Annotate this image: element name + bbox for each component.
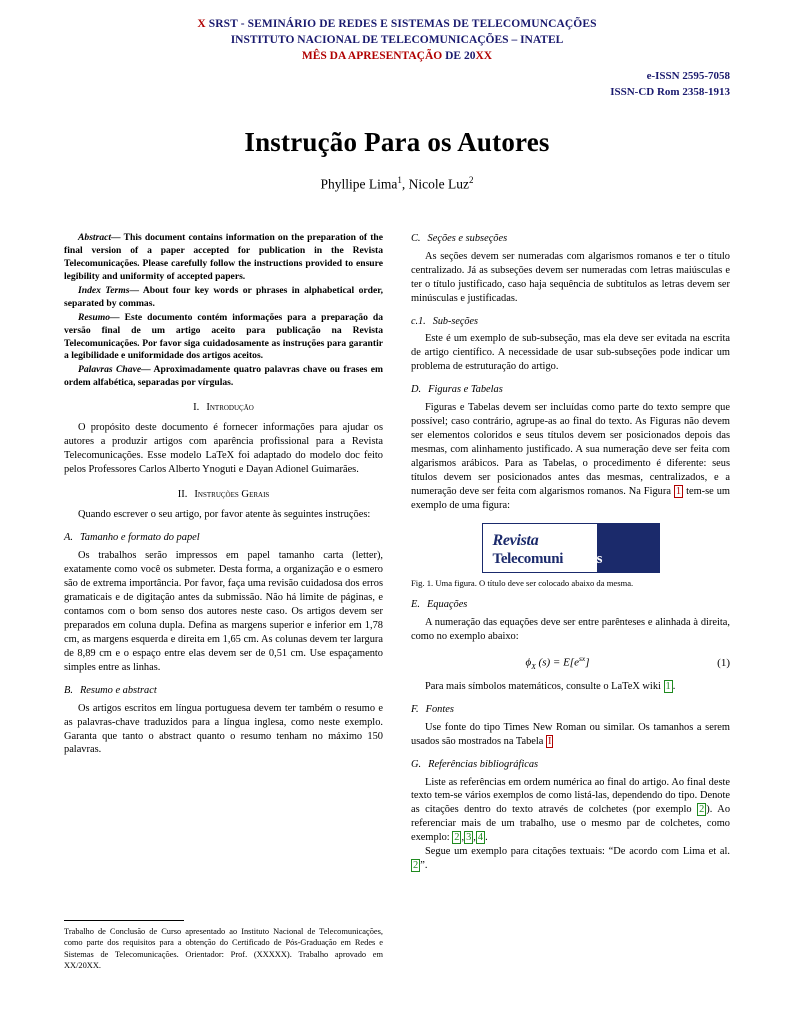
subsection-c-label: C. [411, 233, 421, 244]
palavras-chave-paragraph [64, 364, 383, 390]
subsection-e-text-a: Para mais símbolos matemáticos, consulte o LaTeX wiki [425, 680, 664, 692]
index-terms-label: Index Terms— [78, 284, 140, 296]
subsection-d-paragraph-1 [411, 401, 730, 513]
author-2-affiliation-mark: 2 [468, 174, 474, 185]
author-1-name: Phyllipe Lima [320, 176, 398, 192]
subsection-g-quote-b: ”. [420, 860, 428, 872]
section-1-paragraph-1: O propósito deste documento é fornecer informações para ajudar os autores a produzir artigos com aparência profissional para a Revista Telecomunicações. Esse modelo LaTeX foi adaptado do modelo doc feito pelos Professores Carlos Alberto Ynoguti e Dayan Adionel Guimarães. [64, 422, 383, 476]
subsection-heading-g [411, 758, 730, 772]
figure-1-image [482, 523, 660, 573]
figure-logo-bar [597, 524, 659, 572]
conference-header [0, 18, 794, 62]
index-terms-text: About four key words or phrases in alphabetical order, separated by commas. [64, 284, 383, 309]
subsection-g-paragraph-2 [411, 845, 730, 873]
header-line-2: INSTITUTO NACIONAL DE TELECOMUNICAÇÕES – INATEL [230, 34, 564, 46]
issn-electronic: e-ISSN 2595-7058 [646, 70, 730, 82]
footnote-rule [64, 920, 184, 921]
subsection-a-paragraph-1: Os trabalhos serão impressos em papel tamanho carta (letter), exatamente como você os submeter. Desta forma, a organização e o esmero são de extrema importância. Por favor, faça uma revisão cuidadosa dos erros gramaticais e de digitação antes da submissão. Não há limite de páginas, e contamos com o bom senso dos autores neste caso. Os artigos devem ser preparados em coluna dupla. Defina as margens superior e inferior em 1,78 cm, as margens esquerda e direita em 1,65 cm. As colunas devem ter largura de 8,89 cm e o espaço entre elas devem ser de 0,51 cm. Use espaçamento simples entre as linhas. [64, 550, 383, 673]
subsection-g-paragraph-1 [411, 776, 730, 846]
citation-sep-1: , [461, 832, 465, 844]
section-1-number: I. [193, 402, 200, 414]
page-title: Instrução Para os Autores [244, 126, 550, 157]
subsection-e-label: E. [411, 599, 420, 611]
figure-logo-line-1: Revista [492, 531, 539, 549]
subsection-d-title: Figuras e Tabelas [428, 384, 503, 396]
subsection-c-title: Seções e subseções [427, 233, 508, 244]
section-2-paragraph-1: Quando escrever o seu artigo, por favor atente às seguintes instruções: [78, 509, 371, 521]
subsubsection-c1-label: c.1. [411, 315, 426, 327]
issn-cdrom: ISSN-CD Rom 2358-1913 [610, 85, 730, 98]
author-list [0, 175, 794, 193]
palavras-chave-label: Palavras Chave— [78, 364, 151, 376]
subsection-b-label: B. [64, 684, 73, 696]
palavras-chave-text: Aproximadamente quatro palavras chave ou frases em ordem alfabética, separadas por vírgulas. [64, 364, 384, 389]
abstract-paragraph [64, 232, 383, 284]
citation-ref-2b[interactable]: 2 [454, 832, 460, 844]
header-line-3-red: MÊS DA APRESENTAÇÃO [301, 50, 443, 62]
header-line-3-red2: XX [475, 50, 493, 62]
column-right [411, 232, 730, 873]
citation-ref-4[interactable]: 4 [477, 832, 484, 844]
subsection-c-paragraph-1: As seções devem ser numeradas com algarismos romanos e ter o título centralizado. Já as subseções devem ser numeradas com letras maiúsculas e ter o título justificado, caso haja sequência de subtítulos as letras devem ser minúsculas e justificadas. [411, 250, 730, 304]
subsection-heading-e [411, 598, 730, 612]
subsubsection-c1-paragraph-1: Este é um exemplo de sub-subseção, mas ela deve ser evitada na escrita de artigo científico. A necessidade de usar sub-subseções pode indicar um problema de estruturação do artigo. [411, 333, 730, 373]
footnote-block [64, 920, 383, 971]
subsection-d-text-a: Figuras e Tabelas devem ser incluídas como parte do texto sempre que possível; caso contrário, agrupe-as ao final do texto. As Figuras não devem ser elementos coloridos e seus títulos devem ser posicionados depois das mesmas, com alinhamento justificado. A sua numeração deve ser feita com algarismos arábicos. Para as Tabelas, o procedimento é diferente: seus títulos devem ser posicionados antes das mesmas, centralizados, e a numeração deve ser feita com algarismos romanos. Na Figura [411, 402, 730, 497]
subsection-e-paragraph-1: A numeração das equações deve ser entre parênteses e alinhada à direita, como no exemplo abaixo: [411, 617, 730, 642]
header-line-3 [0, 50, 794, 62]
author-1-affiliation-mark: 1 [397, 174, 402, 185]
subsection-g-text-c: . [485, 832, 488, 844]
subsection-heading-c [411, 232, 730, 246]
citation-ref-2[interactable]: 2 [699, 804, 705, 816]
figure-cross-reference[interactable]: 1 [675, 485, 682, 497]
table-cross-reference[interactable]: I [548, 735, 552, 747]
index-terms-paragraph [64, 285, 383, 311]
subsection-f-text-a: Use fonte do tipo Times New Roman ou similar. Os tamanhos a serem usados são mostrados na Tabela [411, 721, 730, 747]
section-1-title: Introdução [206, 402, 254, 414]
subsection-f-title: Fontes [425, 703, 454, 715]
header-line-1 [0, 18, 794, 30]
subsection-a-label: A. [64, 532, 73, 544]
subsection-b-title: Resumo e abstract [79, 684, 157, 696]
abstract-block [64, 232, 383, 390]
citation-ref-1[interactable]: 1 [665, 680, 671, 692]
subsection-b-paragraph-1: Os artigos escritos em língua portuguesa devem ter também o resumo e as palavras-chave traduzidos para a língua inglesa, como neste exemplo. Garanta que tanto o abstract quanto o resumo tenham no máximo 150 palavras. [64, 702, 383, 756]
subsection-f-paragraph-1 [411, 721, 730, 749]
subsubsection-heading-c1 [411, 315, 730, 329]
header-line-1-text: SRST - SEMINÁRIO DE REDES E SISTEMAS DE TELECOMUNCAÇÕES [205, 18, 597, 30]
abstract-text: This document contains information on the preparation of the final version of a paper accepted for publication in the Revista Telecomunicações. Please carefully follow the instructions provided to ensure legibility and uniformity of accepted papers. [64, 232, 383, 282]
header-line-3-blue: DE 20 [442, 50, 476, 62]
issn-block [0, 69, 794, 101]
citation-ref-2c[interactable]: 2 [413, 860, 419, 872]
figure-1-caption: Fig. 1. Uma figura. O título deve ser colocado abaixo da mesma. [411, 577, 634, 588]
author-separator: , [401, 176, 409, 192]
resumo-paragraph [64, 312, 383, 364]
subsection-e-title: Equações [426, 599, 468, 611]
subsection-e-paragraph-2 [411, 680, 730, 694]
subsection-g-label: G. [411, 758, 422, 770]
header-line-1-prefix: X [197, 18, 206, 30]
citation-ref-3[interactable]: 3 [466, 832, 472, 844]
subsection-heading-f [411, 703, 730, 717]
subsection-g-text-a: Liste as referências em ordem numérica ao final do artigo. Ao final deste texto tem-se vários exemplos de como listá-las, dependendo do tipo. Denote as citações dentro do texto através de colchetes (por exemplo [411, 776, 730, 816]
section-heading-1 [64, 401, 383, 415]
section-heading-2 [64, 488, 383, 502]
figure-logo-line-2-light: cações [563, 550, 603, 567]
figure-logo-line-2 [493, 549, 603, 569]
subsection-d-text-b: tem-se um exemplo de uma figura: [411, 485, 730, 511]
two-column-body [64, 232, 730, 873]
subsection-heading-a [64, 531, 383, 545]
equation-1-number: (1) [717, 656, 730, 669]
subsection-e-text-b: . [672, 680, 676, 692]
subsection-g-title: Referências bibliográficas [428, 758, 539, 770]
subsection-heading-d [411, 383, 730, 397]
subsection-g-quote-a: Segue um exemplo para citações textuais: “De acordo com Lima et al. [425, 846, 730, 858]
subsection-heading-b [64, 684, 383, 698]
equation-1-expression: $\phi_X$ $(s) = E[e^{sx}]$ [525, 653, 590, 671]
column-left [64, 232, 383, 873]
author-2-name: Nicole Luz [408, 176, 469, 192]
subsection-g-text-b: ). Ao referenciar mais de um trabalho, use o mesmo par de colchetes, como exemplo: [411, 804, 731, 844]
subsection-f-label: F. [411, 703, 419, 715]
section-2-number: II. [177, 489, 188, 501]
section-2-title: Instruções Gerais [194, 489, 270, 501]
footnote-text: Trabalho de Conclusão de Curso apresentado ao Instituto Nacional de Telecomunicações, como parte dos requisitos para a obtenção do Certificado de Pós-Graduação em Redes e Sistemas de Telecomunicações. Orientador: Prof. (XXXXX). Trabalho aprovado em XX/20XX. [64, 927, 383, 971]
equation-1 [411, 654, 730, 672]
resumo-label: Resumo— [78, 311, 120, 323]
subsection-d-label: D. [411, 384, 422, 396]
abstract-label: Abstract— [78, 232, 121, 243]
subsection-a-title: Tamanho e formato do papel [79, 532, 200, 544]
subsubsection-c1-title: Sub-seções [432, 315, 478, 327]
citation-sep-2: , [473, 832, 476, 844]
resumo-text: Este documento contém informações para a preparação da versão final de um artigo aceito para publicação na Revista Telecomunicações. Por favor siga cuidadosamente as instruções para garantir a legibilidade e uniformidade dos artigos aceitos. [64, 311, 383, 362]
figure-logo-line-2-dark: Telecomuni [492, 550, 564, 567]
